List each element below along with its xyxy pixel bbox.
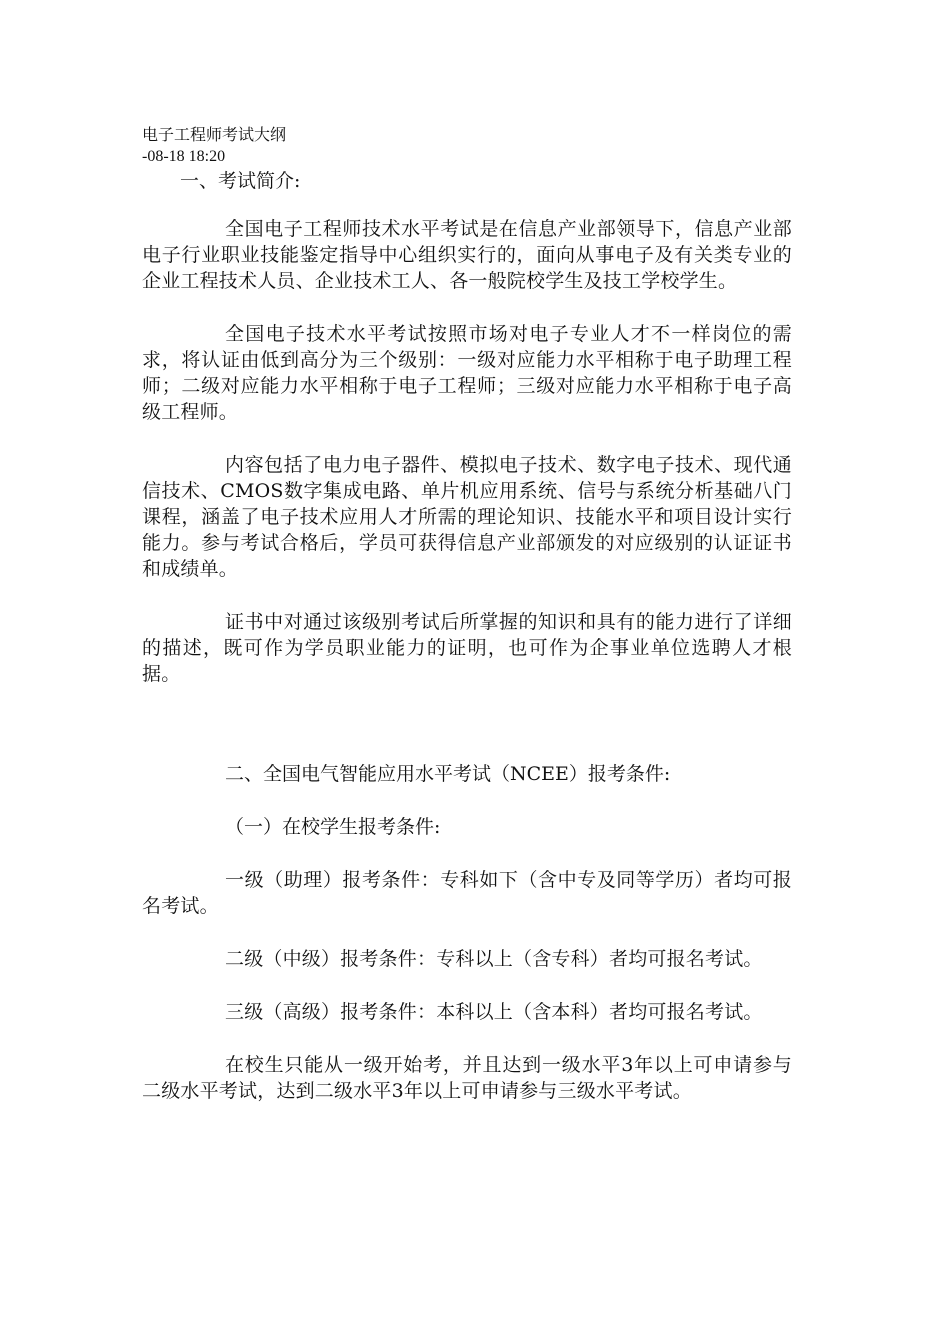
section-2-paragraph: 三级（高级）报考条件：本科以上（含本科）者均可报名考试。 (225, 1001, 763, 1023)
section-2-paragraph: 在校生只能从一级开始考，并且达到一级水平3年以上可申请参与二级水平考试，达到二级水平3年以上可申请参与三级水平考试。 (142, 1054, 792, 1102)
section-1-heading: 一、考试简介: (180, 170, 301, 192)
document-title: 电子工程师考试大纲 (142, 125, 287, 144)
section-2-paragraph: 一级（助理）报考条件：专科如下（含中专及同等学历）者均可报名考试。 (142, 869, 792, 917)
section-1-paragraph: 证书中对通过该级别考试后所掌握的知识和具有的能力进行了详细的描述，既可作为学员职业能力的证明，也可作为企事业单位选聘人才根据。 (142, 611, 792, 685)
section-2-heading: 二、全国电气智能应用水平考试（NCEE）报考条件: (225, 763, 671, 785)
document-date: -08-18 18:20 (142, 148, 226, 165)
document-page (142, 124, 792, 1131)
section-2-subheading: （一）在校学生报考条件: (225, 816, 441, 838)
section-gap (142, 714, 792, 761)
section-2-paragraph: 二级（中级）报考条件：专科以上（含专科）者均可报名考试。 (225, 948, 763, 970)
section-1-paragraph: 全国电子工程师技术水平考试是在信息产业部领导下，信息产业部电子行业职业技能鉴定指导中心组织实行的，面向从事电子及有关类专业的企业工程技术人员、企业技术工人、各一般院校学生及技工学校学生。 (142, 218, 792, 292)
section-1-paragraph: 全国电子技术水平考试按照市场对电子专业人才不一样岗位的需求，将认证由低到高分为三个级别：一级对应能力水平相称于电子助理工程师；二级对应能力水平相称于电子工程师；三级对应能力水平相称于电子高级工程师。 (142, 323, 792, 423)
section-1-paragraph: 内容包括了电力电子器件、模拟电子技术、数字电子技术、现代通信技术、CMOS数字集成电路、单片机应用系统、信号与系统分析基础八门课程，涵盖了电子技术应用人才所需的理论知识、技能水平和项目设计实行能力。参与考试合格后，学员可获得信息产业部颁发的对应级别的认证证书和成绩单。 (142, 454, 792, 580)
